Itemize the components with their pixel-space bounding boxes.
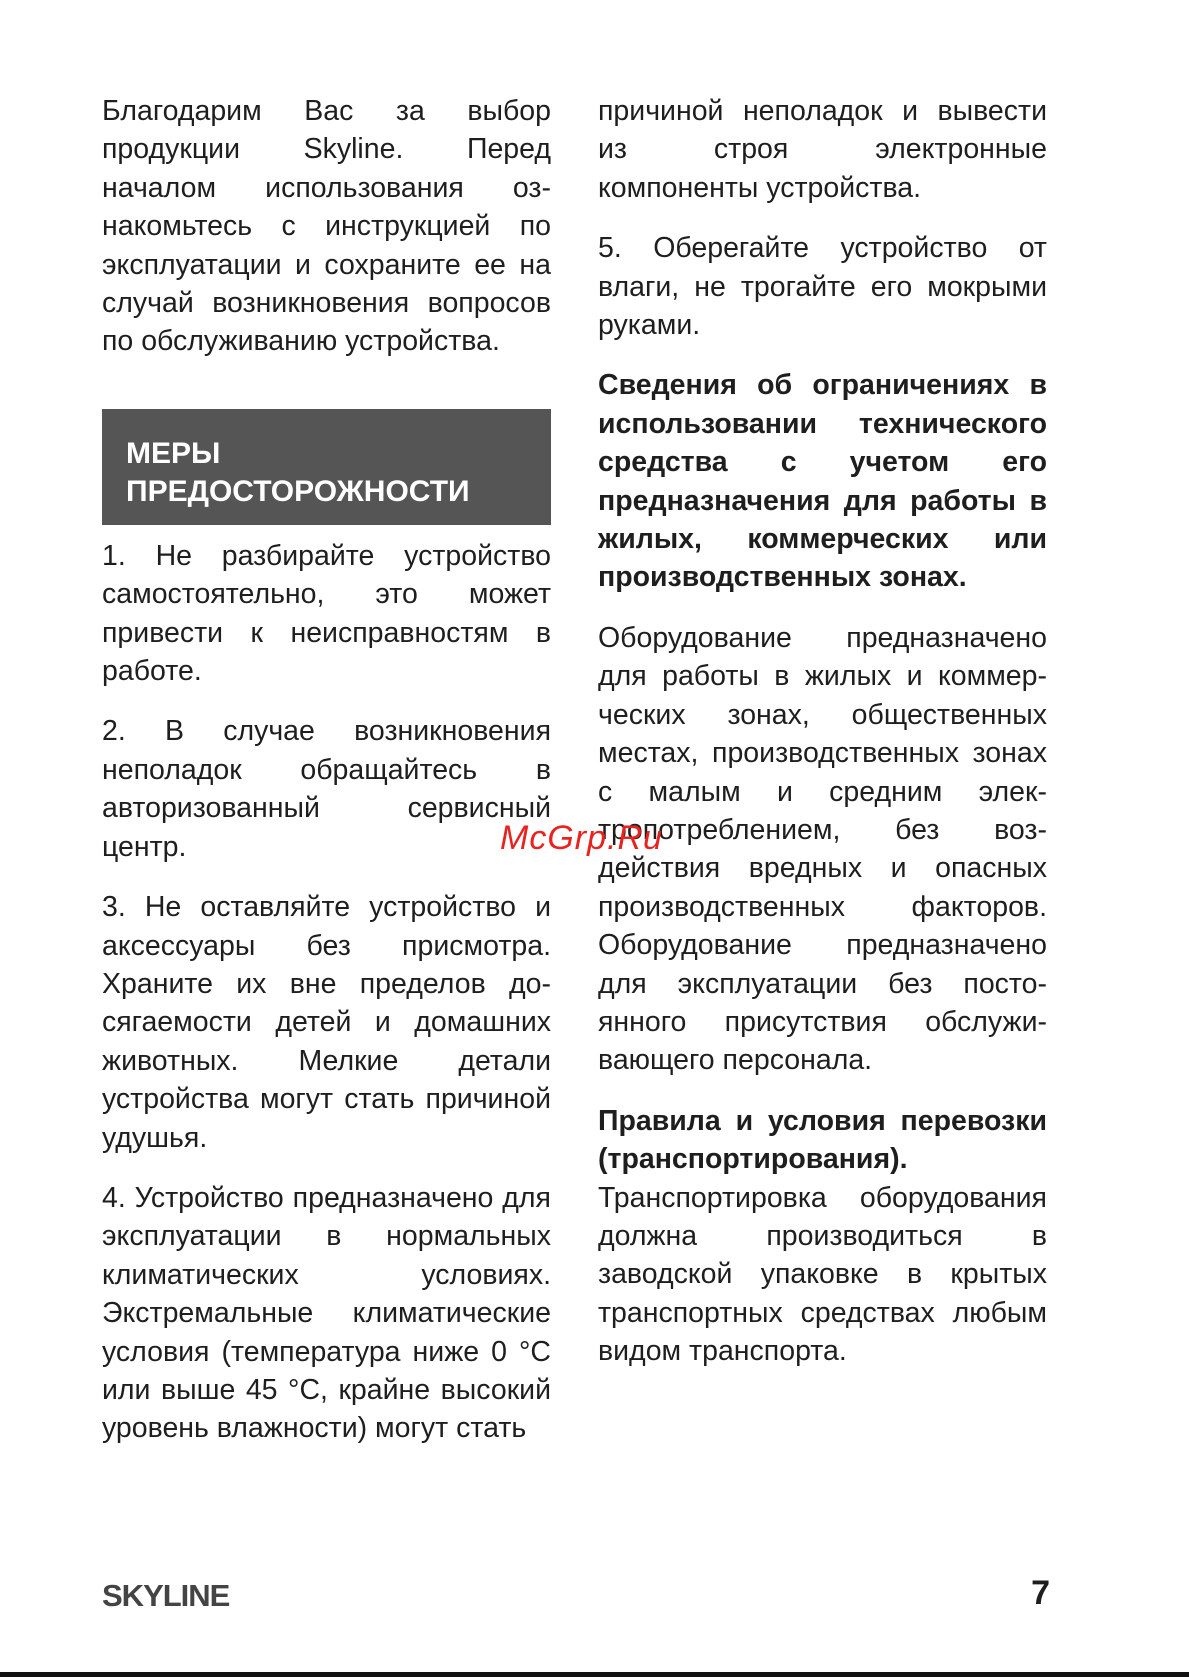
precaution-item-2: 2. В случае возникновения неполадок обращайтесь в авторизованный сервисный центр. bbox=[102, 715, 551, 863]
watermark: McGrp.Ru bbox=[500, 819, 663, 857]
restrictions-heading: Сведения об ограничениях в использовании технического средства с учетом его предназначения для работы в жилых, коммерческих или производственных зонах. bbox=[598, 369, 1047, 594]
precaution-item-3: 3. Не оставляйте устройство и аксессуары без присмотра. Храните их вне пределов досягаемости детей и домашних животных. Мелкие детали устройства могут стать причиной удушья. bbox=[102, 891, 551, 1154]
restrictions-paragraph: Оборудование предназначено для работы в жилых и коммерческих зонах, общественных местах, производственных зонах с малым и средним электропотреблением, без воздействия вредных и опасных производственных факторов. Оборудование предназначено для эксплуатации без постоянного присутствия обслуживающего персонала. bbox=[598, 621, 1047, 1077]
intro-paragraph: Благодарим Вас за выбор продукции Skyline. Перед началом использования ознакомьтесь с инструкцией по эксплуатации и сохраните ее на случай возникновения вопросов по обслуживанию устройства. bbox=[102, 95, 551, 358]
bottom-border bbox=[0, 1672, 1189, 1677]
precaution-item-4-continued: причиной неполадок и вывести из строя электронные компоненты устройства. bbox=[598, 95, 1047, 204]
transport-text: Транспортировка оборудования должна производиться в заводской упаковке в крытых транспортных средствах любым видом транспорта. bbox=[598, 1181, 1047, 1368]
transport-heading: Правила и условия перевозки (транспортирования). bbox=[598, 1104, 1047, 1176]
left-column bbox=[102, 92, 551, 1470]
precaution-item-4: 4. Устройство предназначено для эксплуатации в нормальных климатических условиях. Экстремальные климатические условия (температура ниже 0 °C или выше 45 °C, крайне высокий уровень влажности) могут стать bbox=[102, 1181, 551, 1445]
right-column bbox=[598, 92, 1047, 1393]
page-number: 7 bbox=[1031, 1574, 1050, 1612]
precautions-heading-line1: МЕРЫ bbox=[126, 436, 221, 470]
precaution-item-1: 1. Не разбирайте устройство самостоятельно, это может привести к неисправностям в работе. bbox=[102, 539, 551, 688]
precautions-heading-line2: ПРЕДОСТОРОЖНОСТИ bbox=[126, 474, 470, 508]
transport-paragraph bbox=[598, 1102, 1047, 1371]
precaution-item-5: 5. Оберегайте устройство от влаги, не трогайте его мокрыми руками. bbox=[598, 232, 1047, 342]
precautions-heading bbox=[102, 409, 551, 525]
brand-logo: SKYLINE bbox=[102, 1578, 230, 1613]
